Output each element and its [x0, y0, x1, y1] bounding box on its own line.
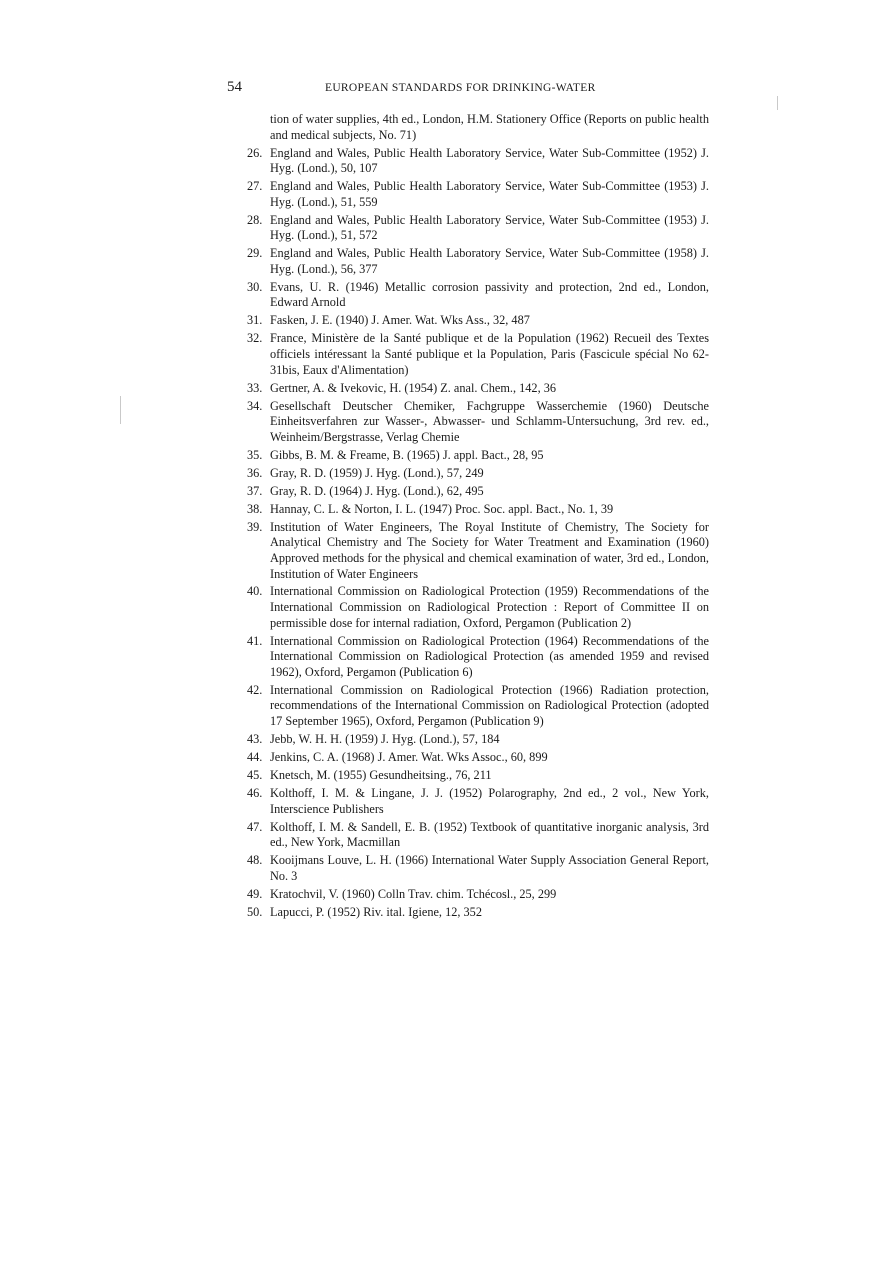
page-header [227, 77, 711, 97]
reference-text: Institution of Water Engineers, The Royal Institute of Chemistry, The Society for Analytical Chemistry and The Society for Water Treatment and Examination (1960) Approved methods for the physical and chemical examination of water, 3rd ed., London, Institution of Water Engineers [270, 519, 709, 581]
reference-number: 33. [247, 380, 263, 395]
reference-item [222, 732, 709, 748]
reference-text: International Commission on Radiological Protection (1966) Radiation protection, recommendations of the International Commission on Radiological Protection (adopted 17 September 1965), Oxford, Pergamon (Publication 9) [270, 682, 709, 729]
reference-item [222, 331, 709, 378]
reference-item [222, 246, 709, 277]
reference-number: 37. [247, 483, 263, 498]
reference-number: 35. [247, 447, 263, 462]
reference-continuation [222, 112, 709, 143]
reference-text: England and Wales, Public Health Laboratory Service, Water Sub-Committee (1953) J. Hyg. (Lond.), 51, 572 [270, 212, 709, 243]
reference-number: 28. [247, 212, 263, 227]
reference-text: Gray, R. D. (1964) J. Hyg. (Lond.), 62, 495 [270, 483, 484, 498]
reference-number: 49. [247, 886, 263, 901]
reference-number: 34. [247, 398, 263, 413]
reference-item [222, 683, 709, 730]
reference-item [222, 786, 709, 817]
reference-text: Kolthoff, I. M. & Sandell, E. B. (1952) Textbook of quantitative inorganic analysis, 3rd ed., New York, Macmillan [270, 819, 709, 850]
reference-number: 47. [247, 819, 263, 834]
reference-item [222, 853, 709, 884]
reference-item [222, 484, 709, 500]
reference-number: 46. [247, 785, 263, 800]
reference-item [222, 750, 709, 766]
reference-item [222, 768, 709, 784]
reference-number: 32. [247, 331, 263, 346]
reference-item [222, 634, 709, 681]
reference-item [222, 502, 709, 518]
reference-number: 29. [247, 246, 263, 261]
reference-item [222, 179, 709, 210]
reference-text: Kolthoff, I. M. & Lingane, J. J. (1952) Polarography, 2nd ed., 2 vol., New York, Interscience Publishers [270, 785, 709, 816]
reference-list [222, 112, 709, 923]
reference-item [222, 448, 709, 464]
reference-item [222, 280, 709, 311]
reference-number: 31. [247, 313, 263, 328]
reference-text: Jenkins, C. A. (1968) J. Amer. Wat. Wks Assoc., 60, 899 [270, 749, 548, 764]
reference-text: Knetsch, M. (1955) Gesundheitsing., 76, 211 [270, 767, 492, 782]
reference-text: International Commission on Radiological Protection (1964) Recommendations of the International Commission on Radiological Protection (as amended 1959 and revised 1962), Oxford, Pergamon (Publication 6) [270, 633, 709, 679]
reference-text: Gertner, A. & Ivekovic, H. (1954) Z. anal. Chem., 142, 36 [270, 380, 557, 395]
reference-text: France, Ministère de la Santé publique et de la Population (1962) Recueil des Textes officiels intéressant la Santé publique et la Population, Paris (Fascicule spécial No 62-31bis, Eaux d'Alimentation) [270, 331, 709, 377]
reference-number: 48. [247, 853, 263, 868]
reference-item [222, 146, 709, 177]
scan-mark [777, 96, 778, 110]
reference-text: Lapucci, P. (1952) Riv. ital. Igiene, 12, 352 [270, 904, 482, 919]
reference-text: Kooijmans Louve, L. H. (1966) International Water Supply Association General Report, No. 3 [270, 853, 709, 883]
reference-number: 45. [247, 767, 263, 782]
reference-item [222, 520, 709, 582]
page-number: 54 [227, 79, 242, 95]
reference-number: 27. [247, 179, 263, 194]
reference-number: 43. [247, 732, 263, 746]
reference-text: tion of water supplies, 4th ed., London, H.M. Stationery Office (Reports on public health and medical subjects, No. 71) [270, 112, 709, 142]
reference-number: 38. [247, 501, 263, 516]
reference-text: Fasken, J. E. (1940) J. Amer. Wat. Wks Ass., 32, 487 [270, 313, 530, 328]
reference-text: Kratochvil, V. (1960) Colln Trav. chim. Tchécosl., 25, 299 [270, 886, 557, 901]
reference-item [222, 887, 709, 903]
reference-item [222, 466, 709, 482]
reference-text: Hannay, C. L. & Norton, I. L. (1947) Proc. Soc. appl. Bact., No. 1, 39 [270, 501, 614, 516]
reference-number: 50. [247, 904, 263, 919]
reference-text: England and Wales, Public Health Laboratory Service, Water Sub-Committee (1953) J. Hyg. (Lond.), 51, 559 [270, 179, 709, 209]
reference-number: 26. [247, 145, 263, 160]
reference-text: International Commission on Radiological Protection (1959) Recommendations of the International Commission on Radiological Protection : Report of Committee II on permissible dose for internal radiation, Oxford, Pergamon (Publication 2) [270, 584, 709, 630]
reference-text: Evans, U. R. (1946) Metallic corrosion passivity and protection, 2nd ed., London, Edward Arnold [270, 279, 709, 310]
reference-item [222, 905, 709, 921]
reference-text: Gibbs, B. M. & Freame, B. (1965) J. appl. Bact., 28, 95 [270, 447, 544, 462]
scan-mark [120, 396, 121, 424]
reference-item [222, 213, 709, 244]
running-title: EUROPEAN STANDARDS FOR DRINKING-WATER [325, 82, 596, 94]
reference-number: 42. [247, 682, 263, 697]
reference-number: 41. [247, 633, 263, 648]
reference-number: 44. [247, 749, 263, 764]
reference-number: 36. [247, 465, 263, 480]
reference-item [222, 399, 709, 446]
reference-text: England and Wales, Public Health Laboratory Service, Water Sub-Committee (1958) J. Hyg. (Lond.), 56, 377 [270, 246, 709, 276]
reference-number: 39. [247, 519, 263, 534]
reference-item [222, 584, 709, 631]
reference-number: 30. [247, 279, 263, 294]
reference-item [222, 820, 709, 851]
reference-text: Gray, R. D. (1959) J. Hyg. (Lond.), 57, 249 [270, 465, 484, 480]
reference-item [222, 381, 709, 397]
reference-number: 40. [247, 584, 263, 599]
reference-text: Gesellschaft Deutscher Chemiker, Fachgruppe Wasserchemie (1960) Deutsche Einheitsverfahren zur Wasser-, Abwasser- und Schlamm-Untersuchung, 3rd rev. ed., Weinheim/Bergstrasse, Verlag Chemie [270, 398, 709, 444]
reference-text: England and Wales, Public Health Laboratory Service, Water Sub-Committee (1952) J. Hyg. (Lond.), 50, 107 [270, 145, 709, 176]
reference-item [222, 313, 709, 329]
reference-text: Jebb, W. H. H. (1959) J. Hyg. (Lond.), 57, 184 [270, 732, 500, 746]
